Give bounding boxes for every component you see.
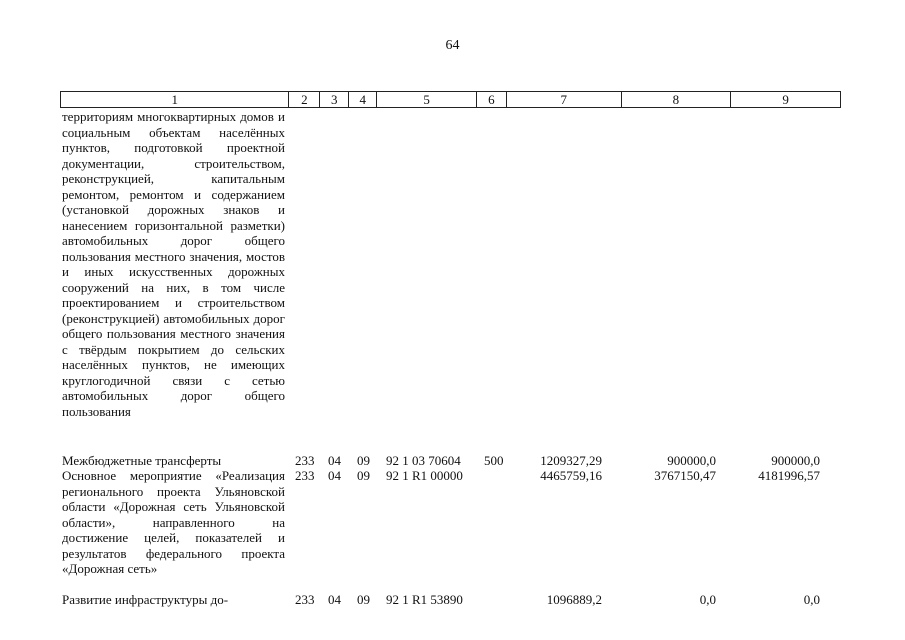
row-section: 04: [328, 592, 341, 607]
row-kfsr: 233: [295, 592, 315, 607]
column-header-2: 2: [289, 92, 320, 107]
column-header-8: 8: [622, 92, 732, 107]
row-value-col8: 900000,0: [667, 453, 716, 468]
row-subsection: 09: [357, 468, 370, 483]
column-header-5: 5: [377, 92, 477, 107]
row-target-article: 92 1 R1 53890: [386, 592, 463, 607]
page-number: 64: [445, 38, 460, 53]
row-subsection: 09: [357, 592, 370, 607]
row-value-col8: 3767150,47: [654, 468, 716, 483]
row-target-article: 92 1 03 70604: [386, 453, 461, 468]
row-value-col9: 0,0: [803, 592, 820, 607]
row-value-col7: 4465759,16: [540, 468, 602, 483]
row-value-col9: 900000,0: [771, 453, 820, 468]
row-name: Развитие инфраструктуры до-: [62, 592, 229, 607]
column-header-1: 1: [61, 92, 289, 107]
row-value-col9: 4181996,57: [758, 468, 820, 483]
row-target-article: 92 1 R1 00000: [386, 468, 463, 483]
row-value-col8: 0,0: [699, 592, 716, 607]
row-section: 04: [328, 468, 341, 483]
column-header-7: 7: [507, 92, 622, 107]
row-value-col7: 1096889,2: [546, 592, 602, 607]
table-header: [60, 91, 841, 108]
row-kfsr: 233: [295, 453, 315, 468]
row-section: 04: [328, 453, 341, 468]
column-header-6: 6: [477, 92, 507, 107]
row-name: территориям многоквартирных домов и социальным объектам населённых пунктов, подготовкой проектной документации, строительством, реконструкцией, капитальным ремонтом, ремонтом и содержанием (установкой дорожных знаков и нанесением горизонтальной разметки) автомобильных дорог общего пользования местного значения, мостов и иных искусственных дорожных сооружений на них, в том числе проектированием и строительством (реконструкцией) автомобильных дорог общего пользования местного значения с твёрдым покрытием до сельских населённых пунктов, не имеющих круглогодичной связи с сетью автомобильных дорог общего пользования: [62, 109, 285, 419]
row-subsection: 09: [357, 453, 370, 468]
row-kfsr: 233: [295, 468, 315, 483]
row-name: Основное мероприятие «Реализация регионального проекта Ульяновской области «Дорожная сеть Ульяновской области», направленного на достижение целей, показателей и результатов федерального проекта «Дорожная сеть»: [62, 468, 285, 576]
column-header-9: 9: [782, 92, 789, 107]
row-value-col7: 1209327,29: [540, 453, 602, 468]
column-header-3: 3: [320, 92, 349, 107]
row-name: Межбюджетные трансферты: [62, 453, 222, 468]
row-expense-type: 500: [484, 453, 504, 468]
column-header-4: 4: [349, 92, 377, 107]
